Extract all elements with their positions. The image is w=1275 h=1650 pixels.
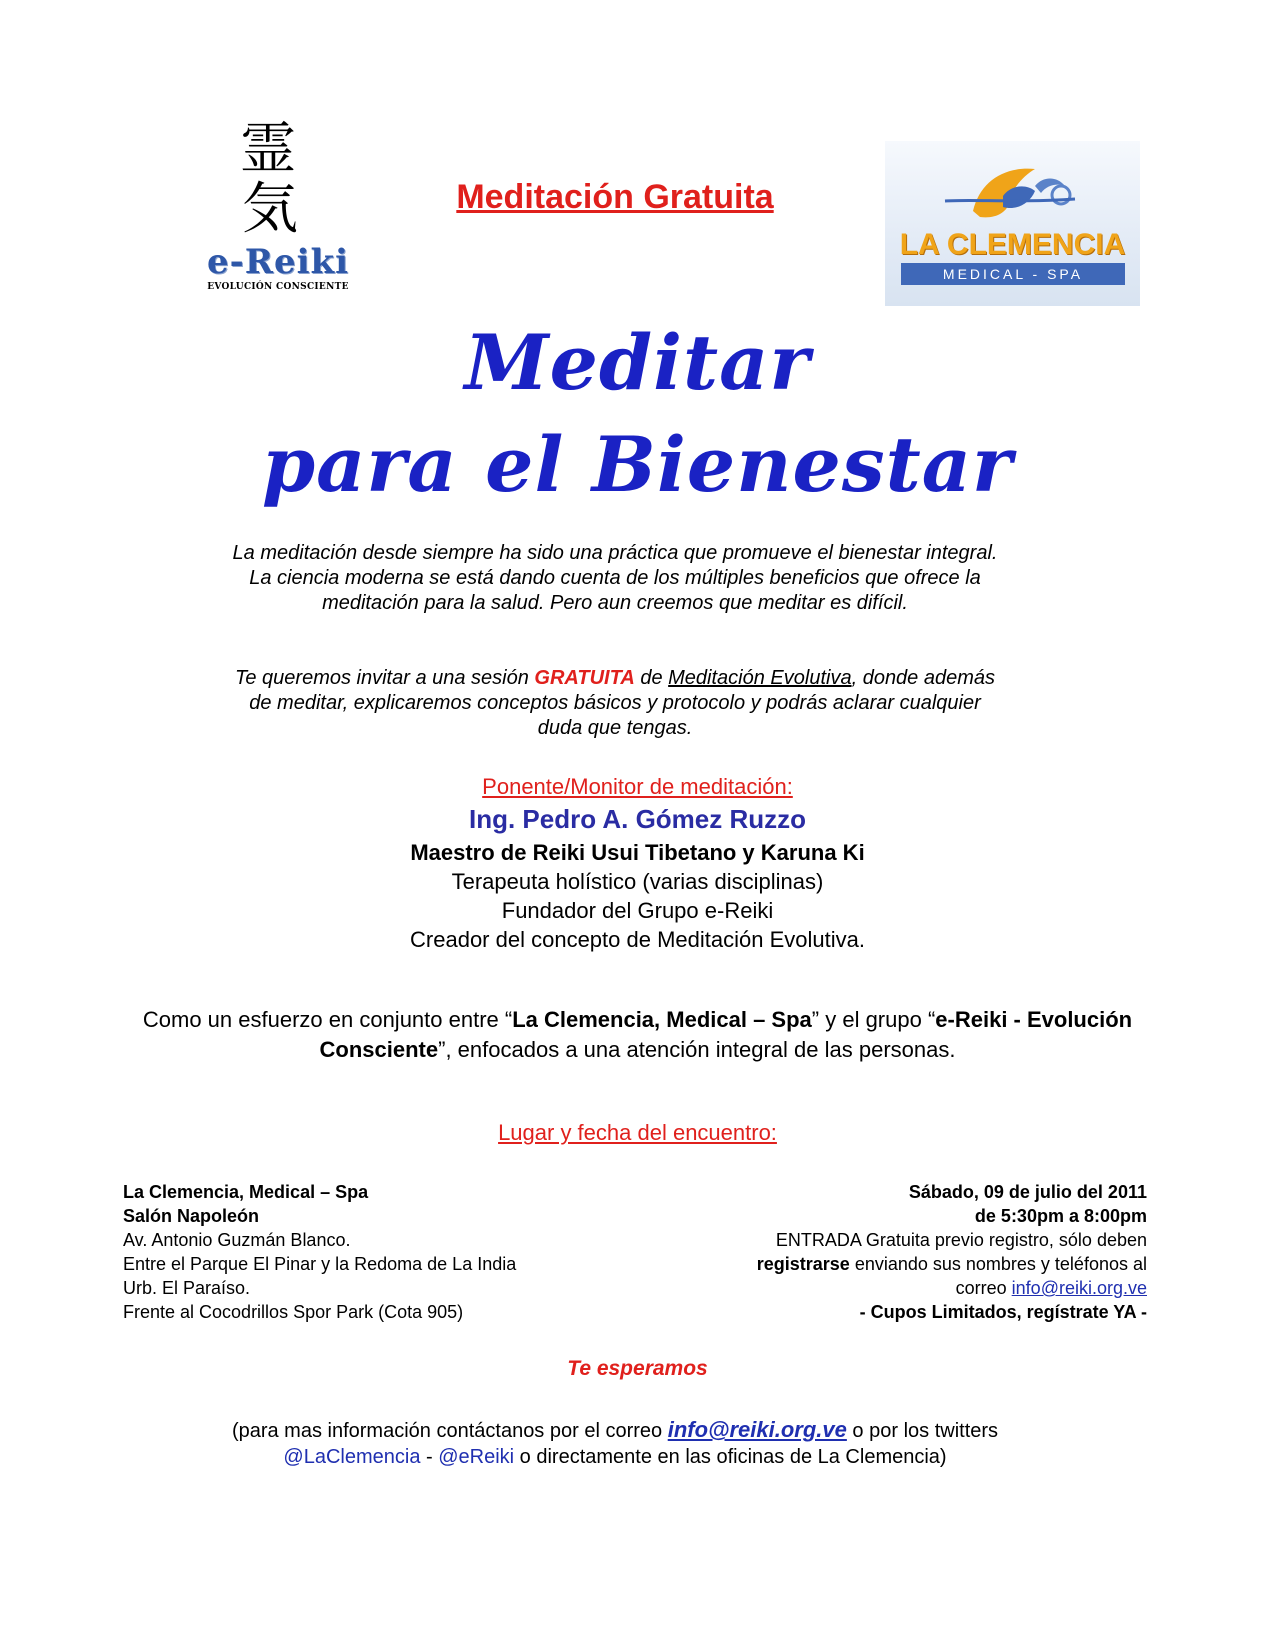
speaker-role: Fundador del Grupo e-Reiki xyxy=(501,898,774,923)
joint-effort-paragraph xyxy=(110,1005,1165,1065)
venue-details xyxy=(123,1180,643,1324)
intro-paragraph-2 xyxy=(230,666,1000,741)
speaker-role: Creador del concepto de Meditación Evolutiva. xyxy=(410,927,865,952)
contact-text: o directamente en las oficinas de La Clemencia) xyxy=(514,1446,947,1468)
contact-email-link[interactable]: info@reiki.org.ve xyxy=(667,1417,847,1442)
speaker-heading: Ponente/Monitor de meditación: xyxy=(482,774,793,799)
kanji-rei: 霊 xyxy=(240,117,296,182)
clemencia-logo xyxy=(885,141,1140,306)
twitter-laclemencia-link[interactable]: @LaClemencia xyxy=(283,1446,421,1468)
contact-text: - xyxy=(420,1446,439,1468)
ereiki-logo-name: e-Reiki xyxy=(206,242,350,282)
entry-info: ENTRADA Gratuita previo registro, sólo deben xyxy=(775,1230,1147,1250)
ereiki-logo-tagline: EVOLUCIÓN CONSCIENTE xyxy=(207,282,349,292)
see-you-text: Te esperamos xyxy=(567,1357,708,1380)
speaker-name: Ing. Pedro A. Gómez Ruzzo xyxy=(468,804,807,834)
main-title-line-1: Meditar xyxy=(464,318,811,407)
venue-room: Salón Napoleón xyxy=(123,1206,260,1226)
event-time: de 5:30pm a 8:00pm xyxy=(974,1206,1147,1226)
wave-icon xyxy=(885,141,1140,241)
clemencia-logo-band-text: MEDICAL - SPA xyxy=(942,266,1084,282)
main-title-line-2: para el Bienestar xyxy=(261,420,1014,509)
register-info xyxy=(600,1252,1147,1276)
clemencia-logo-name: LA CLEMENCIA xyxy=(899,228,1126,261)
ereiki-logo xyxy=(190,117,365,305)
kanji-ki: 気 xyxy=(242,177,298,242)
event-date: Sábado, 09 de julio del 2011 xyxy=(908,1182,1147,1202)
twitter-ereiki-link[interactable]: @eReiki xyxy=(438,1446,515,1468)
venue-address-line: Entre el Parque El Pinar y la Redoma de La India xyxy=(123,1254,517,1274)
venue-heading: Lugar y fecha del encuentro: xyxy=(498,1120,777,1145)
contact-text: o por los twitters xyxy=(846,1420,999,1442)
schedule-email-link[interactable]: info@reiki.org.ve xyxy=(1011,1278,1147,1298)
register-bold: registrarse xyxy=(756,1254,850,1274)
joint-text: ” y el grupo “ xyxy=(811,1007,936,1032)
email-line xyxy=(600,1276,1147,1300)
joint-text: ”, enfocados a una atención integral de las personas. xyxy=(438,1037,956,1062)
venue-name: La Clemencia, Medical – Spa xyxy=(123,1182,369,1202)
venue-address-line: Frente al Cocodrillos Spor Park (Cota 905) xyxy=(123,1302,464,1322)
intro-paragraph-1: La meditación desde siempre ha sido una práctica que promueve el bienestar integral. La ciencia moderna se está dando cuenta de los múltiples beneficios que ofrece la meditación para la salud. Pero aun creemos que meditar es difícil. xyxy=(232,542,998,614)
meditacion-evolutiva-link[interactable]: Meditación Evolutiva xyxy=(668,667,852,689)
joint-text: Como un esfuerzo en conjunto entre “ xyxy=(142,1007,513,1032)
org-clemencia: La Clemencia, Medical – Spa xyxy=(512,1007,812,1032)
email-prefix: correo xyxy=(955,1278,1012,1298)
speaker-role: Terapeuta holístico (varias disciplinas) xyxy=(451,869,824,894)
register-rest: enviando sus nombres y teléfonos al xyxy=(849,1254,1147,1274)
schedule-details xyxy=(600,1180,1147,1324)
contact-text: (para mas información contáctanos por el correo xyxy=(231,1420,668,1442)
venue-address-line: Urb. El Paraíso. xyxy=(123,1278,251,1298)
free-label: GRATUITA xyxy=(534,667,635,689)
org-ereiki: e-Reiki - Evolución Consciente xyxy=(319,1007,1133,1062)
intro-text: , donde además de meditar, explicaremos conceptos básicos y protocolo y podrás aclarar cualquier duda que tengas. xyxy=(249,667,996,739)
venue-address-line: Av. Antonio Guzmán Blanco. xyxy=(123,1230,351,1250)
intro-text: de xyxy=(634,667,669,689)
header-title: Meditación Gratuita xyxy=(456,178,774,216)
limited-spots: - Cupos Limitados, regístrate YA - xyxy=(859,1302,1147,1322)
speaker-title: Maestro de Reiki Usui Tibetano y Karuna Ki xyxy=(410,840,865,865)
intro-text: Te queremos invitar a una sesión xyxy=(234,667,535,689)
contact-paragraph xyxy=(230,1417,1000,1470)
